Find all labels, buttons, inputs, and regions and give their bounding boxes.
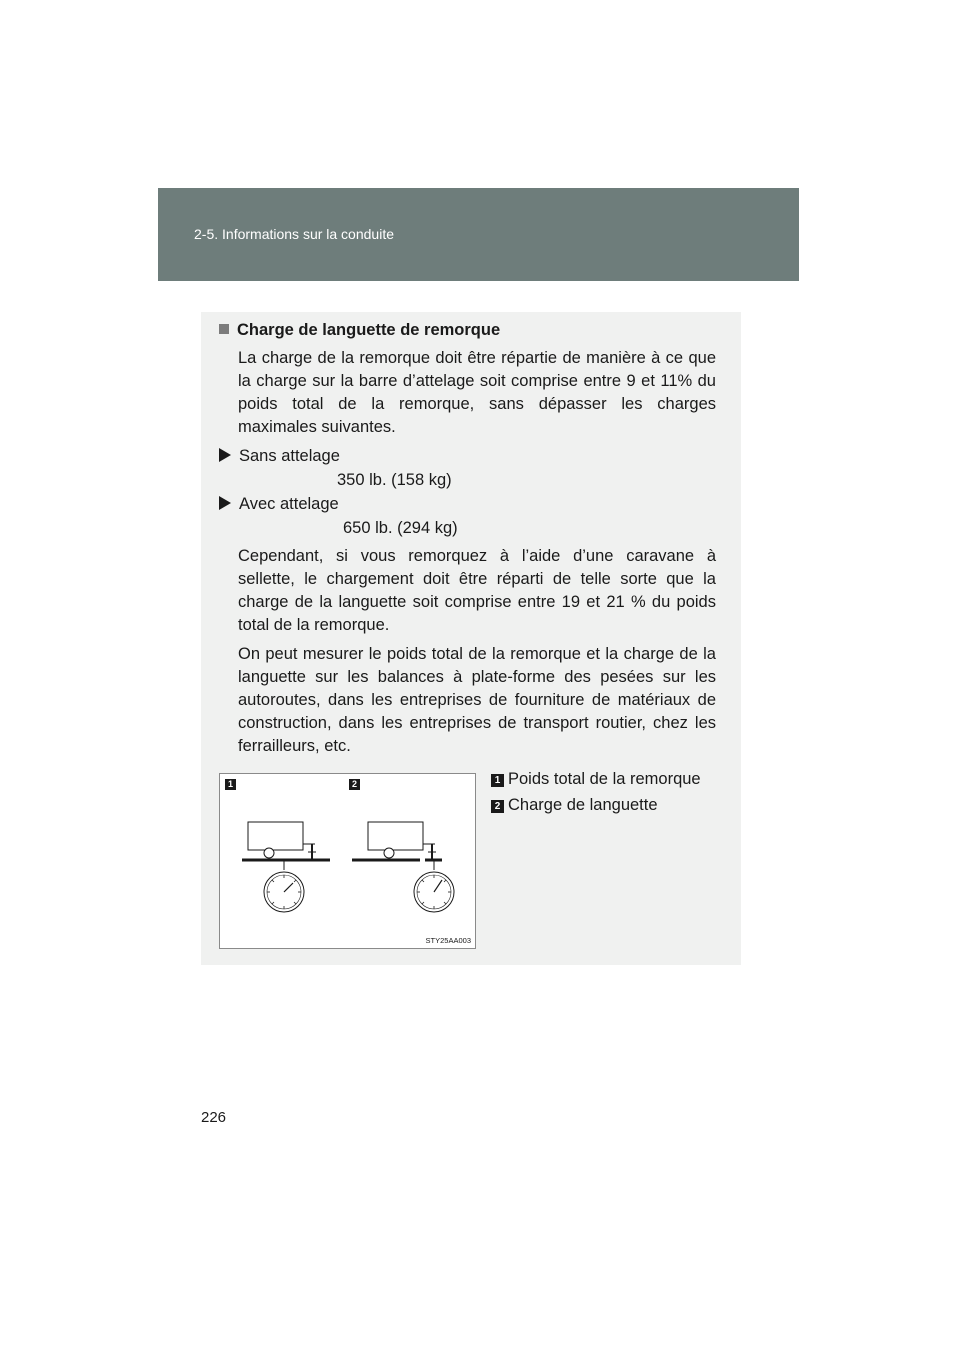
section-header-bar <box>158 188 799 281</box>
text-line: ferrailleurs, etc. <box>238 737 351 755</box>
text-line: sellette, le chargement doit être réparti de telle sorte que la <box>238 570 716 588</box>
triangle-bullet-icon <box>219 496 231 510</box>
fifth-wheel-paragraph <box>238 545 716 637</box>
trailer-body-2 <box>368 822 423 850</box>
text-line: On peut mesurer le poids total de la remorque et la charge de la <box>238 645 716 663</box>
text-line: poids total de la remorque, sans dépasser les charges <box>238 395 716 413</box>
weighing-paragraph <box>238 643 716 758</box>
trailer-scale-drawing <box>220 774 475 948</box>
figure-badge-2: 2 <box>349 779 360 790</box>
legend-badge: 1 <box>491 774 504 787</box>
page-number: 226 <box>201 1109 227 1126</box>
bullet-value: 350 lb. (158 kg) <box>337 471 452 489</box>
text-line: Cependant, si vous remorquez à l’aide d’une caravane à <box>238 547 716 565</box>
content-box <box>201 312 741 965</box>
text-line: la charge sur la barre d’attelage soit comprise entre 9 et 11% du <box>238 372 716 390</box>
trailer-wheel-2 <box>384 848 394 858</box>
figure-badge-1: 1 <box>225 779 236 790</box>
text-line: construction, dans les entreprises de transport routier, chez les <box>238 714 716 732</box>
text-line: maximales suivantes. <box>238 418 396 436</box>
content-heading: Charge de languette de remorque <box>219 321 500 340</box>
trailer-body-1 <box>248 822 303 850</box>
trailer-wheel-1 <box>264 848 274 858</box>
text-line: total de la remorque. <box>238 616 390 634</box>
bullet-with-hitch: Avec attelage <box>219 493 339 516</box>
figure-code: STY25AA003 <box>425 936 471 945</box>
text-line: languette sur les balances à plate-forme des pesées sur les <box>238 668 716 686</box>
text-line: autoroutes, dans les entreprises de fourniture de matériaux de <box>238 691 716 709</box>
section-title: 2-5. Informations sur la conduite <box>194 226 394 242</box>
legend-item-1: 1 Poids total de la remorque <box>491 768 701 791</box>
dial-needle-2 <box>434 880 442 892</box>
bullet-value: 650 lb. (294 kg) <box>343 519 458 537</box>
bullet-without-hitch: Sans attelage <box>219 445 340 468</box>
text-line: charge de la languette soit comprise entre 19 et 21 % du poids <box>238 593 716 611</box>
dial-needle-1 <box>284 883 293 892</box>
trailer-weighing-illustration <box>219 773 476 949</box>
legend-item-2: 2 Charge de languette <box>491 794 658 817</box>
intro-paragraph <box>238 347 716 439</box>
triangle-bullet-icon <box>219 448 231 462</box>
legend-badge: 2 <box>491 800 504 813</box>
square-bullet-icon <box>219 324 229 334</box>
text-line: La charge de la remorque doit être répartie de manière à ce que <box>238 349 716 367</box>
